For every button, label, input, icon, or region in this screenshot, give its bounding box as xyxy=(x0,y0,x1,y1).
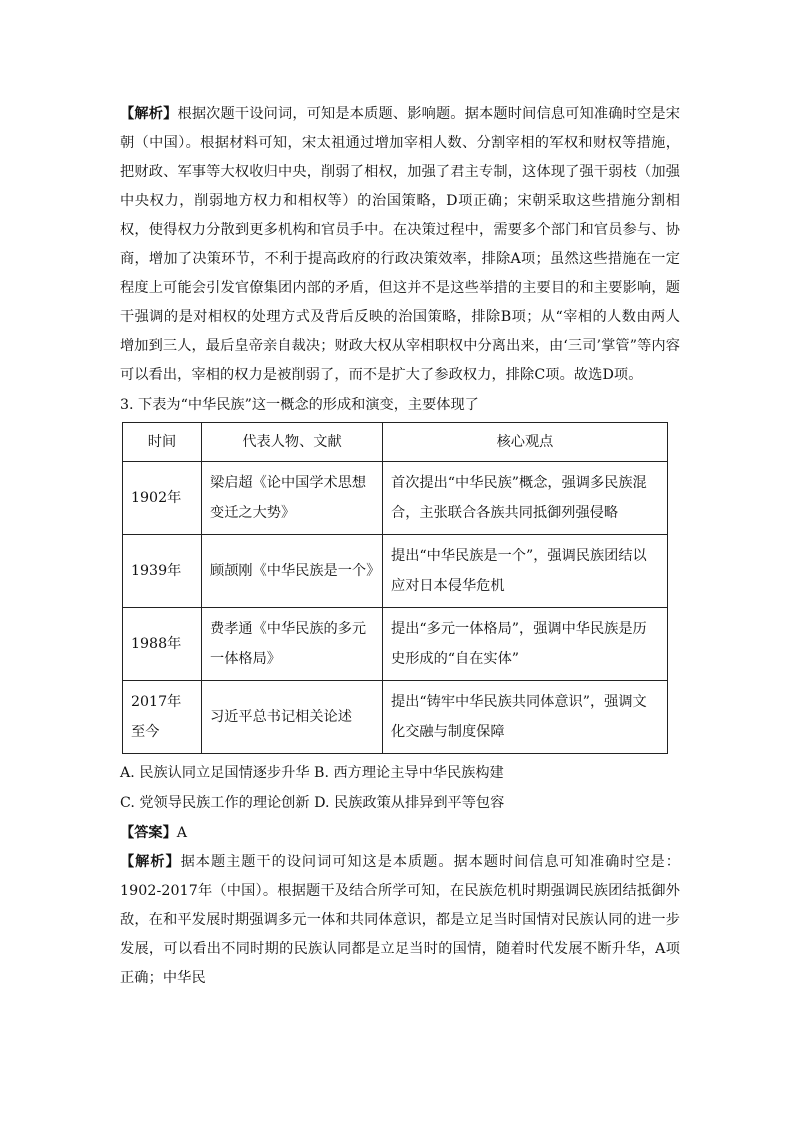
analysis-text: 根据次题干设问词，可知是本质题、影响题。据本题时间信息可知准确时空是宋朝（中国）。根据材料可知，宋太祖通过增加宰相人数、分割宰相的军权和财权等措施，把财政、军事等大权收归中央，削弱了相权，加强了君主专制，这体现了强干弱枝（加强中央权力，削弱地方权力和相权等）的治国策略，D项正确；宋朝采取这些措施分割相权，使得权力分散到更多机构和官员手中。在决策过程中，需要多个部门和官员参与、协商，增加了决策环节，不利于提高政府的行政决策效率，排除A项；虽然这些措施在一定程度上可能会引发官僚集团内部的矛盾，但这并不是这些举措的主要目的和主要影响，题干强调的是对相权的处理方式及背后反映的治国策略，排除B项；从“宰相的人数由两人增加到三人，最后皇帝亲自裁决；财政大权从宰相职权中分离出来，由‘三司’掌管”等内容可以看出，宰相的权力是被削弱了，而不是扩大了参政权力，排除C项。故选D项。 xyxy=(120,106,680,383)
table-row xyxy=(123,462,668,535)
table-cell-figure: 顾颉刚《中华民族是一个》 xyxy=(202,535,383,608)
header-figure-document: 代表人物、文献 xyxy=(202,423,383,462)
table-cell-time: 1988年 xyxy=(123,608,202,681)
analysis-text: 据本题主题干的设问词可知这是本质题。据本题时间信息可知准确时空是：1902-2017年（中国）。根据题干及结合所学可知，在民族危机时期强调民族团结抵御外敌，在和平发展时期强调多元一体和共同体意识，都是立足当时国情对民族认同的进一步发展，可以看出不同时期的民族认同都是立足当时的国情，随着时代发展不断升华，A项正确；中华民 xyxy=(120,854,680,986)
table-cell-time: 2017年至今 xyxy=(123,681,202,754)
table-cell-view: 首次提出“中华民族”概念，强调多民族混合，主张联合各族共同抵御列强侵略 xyxy=(383,462,668,535)
table-cell-figure: 费孝通《中华民族的多元一体格局》 xyxy=(202,608,383,681)
answer-line xyxy=(120,818,680,848)
answer-tag: 【答案】 xyxy=(120,825,177,841)
table-header-row xyxy=(123,423,668,462)
analysis-paragraph-2 xyxy=(120,848,680,993)
concept-evolution-table xyxy=(122,422,668,754)
options-line-cd: C. 党领导民族工作的理论创新 D. 民族政策从排异到平等包容 xyxy=(120,795,505,811)
analysis-paragraph-1 xyxy=(120,100,680,390)
table-row xyxy=(123,608,668,681)
document-page xyxy=(120,100,680,993)
header-core-view: 核心观点 xyxy=(383,423,668,462)
table-row xyxy=(123,535,668,608)
answer-value: A xyxy=(176,825,188,841)
table-cell-view: 提出“铸牢中华民族共同体意识”，强调文化交融与制度保障 xyxy=(383,681,668,754)
table-cell-view: 提出“多元一体格局”，强调中华民族是历史形成的“自在实体” xyxy=(383,608,668,681)
table-cell-view: 提出“中华民族是一个”，强调民族团结以应对日本侵华危机 xyxy=(383,535,668,608)
table-cell-figure: 习近平总书记相关论述 xyxy=(202,681,383,754)
header-time: 时间 xyxy=(123,423,202,462)
table-cell-figure: 梁启超《论中国学术思想变迁之大势》 xyxy=(202,462,383,535)
options-line-ab: A. 民族认同立足国情逐步升华 B. 西方理论主导中华民族构建 xyxy=(120,765,504,781)
table-cell-time: 1902年 xyxy=(123,462,202,535)
table-cell-time: 1939年 xyxy=(123,535,202,608)
analysis-tag: 【解析】 xyxy=(120,106,178,122)
question-stem: 3. 下表为“中华民族”这一概念的形成和演变，主要体现了 xyxy=(120,397,479,413)
table-row xyxy=(123,681,668,754)
analysis-tag: 【解析】 xyxy=(120,854,181,870)
